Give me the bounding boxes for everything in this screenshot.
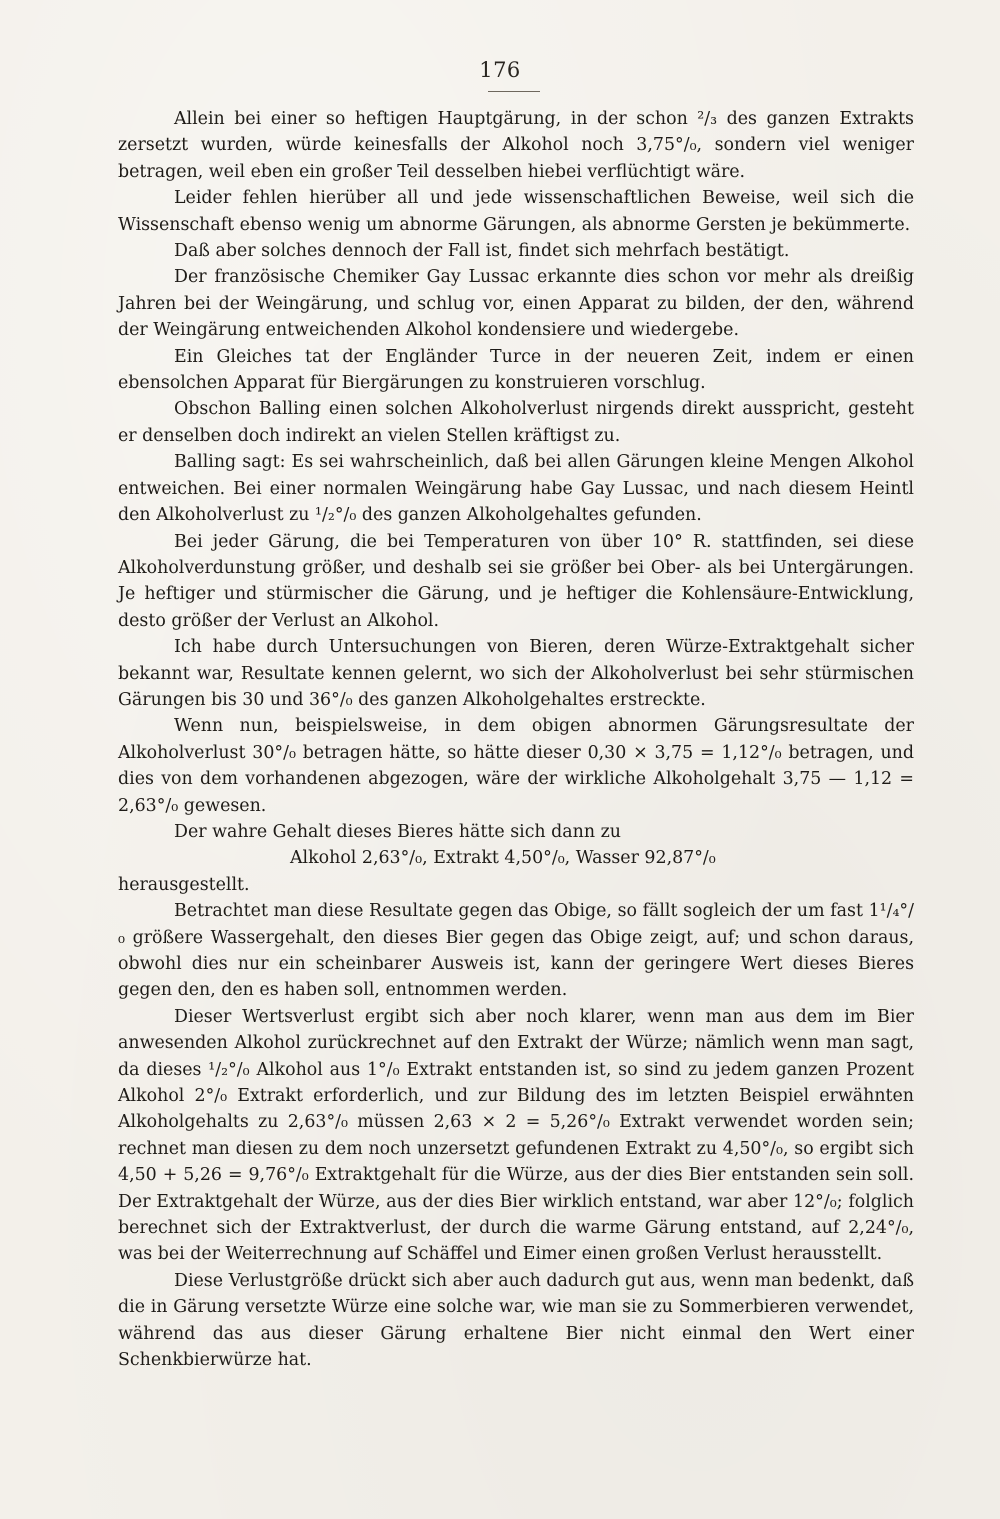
formula-continuation: herausgestellt.	[118, 874, 250, 895]
paragraph-9: Ich habe durch Untersuchungen von Bieren, deren Würze-Extraktgehalt sicher bekannt war, Resultate kennen gelernt, wo sich der Alkoholverlust bei sehr stürmischen Gärungen bis 30 und 36°/₀ des ganzen Alkoholgehaltes erstreckte.	[118, 637, 914, 710]
paragraph-11: Der wahre Gehalt dieses Bieres hätte sich dann zu	[174, 821, 621, 842]
paragraph-14: Diese Verlustgröße drückt sich aber auch dadurch gut aus, wenn man bedenkt, daß die in Gärung versetzte Würze eine solche war, wie man sie zu Sommerbieren verwendet, während das aus dieser Gärung erhaltene Bier nicht einmal den Wert einer Schenkbierwürze hat.	[118, 1270, 914, 1371]
paragraph-12: Betrachtet man diese Resultate gegen das Obige, so fällt sogleich der um fast 1¹/₄°/₀ größere Wassergehalt, den dieses Bier gegen das Obige zeigt, auf; und schon daraus, obwohl dies nur ein scheinbarer Ausweis ist, kann der geringere Wert dieses Bieres gegen den, den es haben soll, entnommen werden.	[118, 901, 914, 1001]
paragraph-5: Ein Gleiches tat der Engländer Turce in der neueren Zeit, indem er einen ebensolchen Apparat für Biergärungen zu konstruieren vorschlug.	[118, 346, 914, 394]
paragraph-10: Wenn nun, beispielsweise, in dem obigen abnormen Gärungsresultate der Alkoholverlust 30°/₀ betragen hätte, so hätte dieser 0,30 × 3,75 = 1,12°/₀ betragen, und dies von dem vorhandenen abgezogen, wäre der wirkliche Alkoholgehalt 3,75 — 1,12 = 2,63°/₀ gewesen.	[118, 716, 914, 816]
paragraph-7: Balling sagt: Es sei wahrscheinlich, daß bei allen Gärungen kleine Mengen Alkohol entweichen. Bei einer normalen Weingärung habe Gay Lussac, und nach diesem Heintl den Alkoholverlust zu ¹/₂°/₀ des ganzen Alkoholgehaltes gefunden.	[118, 452, 914, 526]
page-number-rule	[488, 91, 540, 92]
composition-formula: Alkohol 2,63°/₀, Extrakt 4,50°/₀, Wasser 92,87°/₀	[290, 848, 716, 869]
page-number: 176	[479, 58, 521, 82]
paragraph-1: Allein bei einer so heftigen Hauptgärung, in der schon ²/₃ des ganzen Extrakts zersetzt wurden, würde keinesfalls der Alkohol noch 3,75°/₀, sondern viel weniger betragen, weil eben ein großer Teil desselben hiebei verflüchtigt wäre.	[118, 109, 914, 182]
body-text	[118, 106, 914, 1374]
paragraph-8: Bei jeder Gärung, die bei Temperaturen von über 10° R. stattfinden, sei diese Alkoholverdunstung größer, und deshalb sei sie größer bei Ober- als bei Untergärungen. Je heftiger und stürmischer die Gärung, und je heftiger die Kohlensäure-Entwicklung, desto größer der Verlust an Alkohol.	[118, 531, 914, 631]
paragraph-13: Dieser Wertsverlust ergibt sich aber noch klarer, wenn man aus dem im Bier anwesenden Alkohol zurückrechnet auf den Extrakt der Würze; nämlich wenn man sagt, da dieses ¹/₂°/₀ Alkohol aus 1°/₀ Extrakt entstanden ist, so sind zu jedem ganzen Prozent Alkohol 2°/₀ Extrakt erforderlich, und zur Bildung des im letzten Beispiel erwähnten Alkoholgehalts zu 2,63°/₀ müssen 2,63 × 2 = 5,26°/₀ Extrakt verwendet worden sein; rechnet man diesen zu dem noch unzersetzt gefundenen Extrakt zu 4,50°/₀, so ergibt sich 4,50 + 5,26 = 9,76°/₀ Extraktgehalt für die Würze, aus der dies Bier entstanden sein soll. Der Extraktgehalt der Würze, aus der dies Bier wirklich entstand, war aber 12°/₀; folglich berechnet sich der Extraktverlust, der durch die warme Gärung entstand, auf 2,24°/₀, was bei der Weiterrechnung auf Schäffel und Eimer einen großen Verlust herausstellt.	[118, 1006, 914, 1265]
paragraph-2: Leider fehlen hierüber all und jede wissenschaftlichen Beweise, weil sich die Wissenschaft ebenso wenig um abnorme Gärungen, als abnorme Gersten je bekümmerte.	[118, 188, 914, 235]
paragraph-4: Der französische Chemiker Gay Lussac erkannte dies schon vor mehr als dreißig Jahren bei der Weingärung, und schlug vor, einen Apparat zu bilden, der den, während der Weingärung entweichenden Alkohol kondensiere und wiedergebe.	[118, 267, 914, 341]
paragraph-6: Obschon Balling einen solchen Alkoholverlust nirgends direkt ausspricht, gesteht er denselben doch indirekt an vielen Stellen kräftigst zu.	[118, 399, 914, 446]
paragraph-3: Daß aber solches dennoch der Fall ist, findet sich mehrfach bestätigt.	[174, 241, 790, 262]
